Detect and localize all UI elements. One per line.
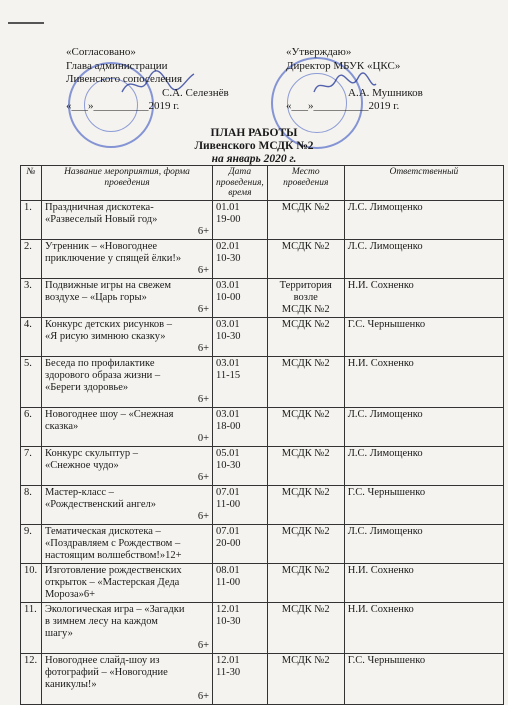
place-line: МСДК №2 (281, 603, 330, 615)
cell-place (267, 407, 344, 446)
event-name-line: Изготовление рождественских (45, 564, 182, 576)
cell-name (42, 485, 213, 524)
header-name: Название мероприятия, форма проведения (42, 166, 213, 201)
cell-num: 11. (21, 602, 42, 653)
events-table (20, 165, 504, 705)
cell-responsible: Л.С. Лимощенко (344, 239, 503, 278)
age-rating: 6+ (197, 342, 209, 354)
event-name-line: в зимнем лесу на каждом (45, 615, 158, 627)
cell-date (213, 485, 268, 524)
event-date: 07.01 (216, 525, 240, 537)
cell-date (213, 653, 268, 704)
place-line: МСДК №2 (281, 303, 330, 315)
place-line: МСДК №2 (281, 486, 330, 498)
table-row (21, 485, 504, 524)
place-line: возле (293, 291, 318, 303)
cell-num: 7. (21, 446, 42, 485)
age-rating: 6+ (197, 471, 209, 483)
cell-responsible: Л.С. Лимощенко (344, 407, 503, 446)
cell-responsible: Л.С. Лимощенко (344, 446, 503, 485)
event-name-line: «Рождественский ангел» (45, 498, 156, 510)
event-time: 11-15 (216, 369, 241, 381)
cell-num: 1. (21, 200, 42, 239)
header-date: Дата проведения, время (213, 166, 268, 201)
event-date: 12.01 (216, 654, 240, 666)
place-line: МСДК №2 (281, 201, 330, 213)
age-rating: 6+ (197, 303, 209, 315)
event-name-line: приключение у спящей ёлки!» (45, 252, 182, 264)
age-rating: 6+ (197, 510, 209, 522)
cell-date (213, 602, 268, 653)
event-date: 05.01 (216, 447, 240, 459)
table-row (21, 602, 504, 653)
event-date: 12.01 (216, 603, 240, 615)
header-num: № (21, 166, 42, 201)
table-row (21, 278, 504, 317)
cell-responsible: Н.И. Сохненко (344, 602, 503, 653)
cell-responsible: Н.И. Сохненко (344, 278, 503, 317)
cell-place (267, 485, 344, 524)
cell-name (42, 446, 213, 485)
cell-date (213, 200, 268, 239)
cell-num: 12. (21, 653, 42, 704)
event-time: 19-00 (216, 213, 241, 225)
event-name-line: шагу» (45, 627, 73, 639)
place-line: МСДК №2 (281, 240, 330, 252)
cell-responsible: Г.С. Чернышенко (344, 317, 503, 356)
event-name-line: каникулы!» (45, 678, 97, 690)
cell-date (213, 356, 268, 407)
event-name-line: «Я рисую зимнюю сказку» (45, 330, 166, 342)
cell-num: 4. (21, 317, 42, 356)
approval-block-right (286, 46, 486, 114)
title-line-2: Ливенского МСДК №2 (194, 140, 314, 152)
cell-date (213, 524, 268, 563)
event-name-line: «Снежное чудо» (45, 459, 119, 471)
event-time: 10-00 (216, 291, 241, 303)
cell-date (213, 446, 268, 485)
event-date: 02.01 (216, 240, 240, 252)
age-rating: 6+ (197, 225, 209, 237)
scan-artifact (8, 22, 44, 24)
event-name-line: фотографий – «Новогодние (45, 666, 168, 678)
event-name-line: Утренник – «Новогоднее (45, 240, 158, 252)
cell-place (267, 563, 344, 602)
event-time: 11-30 (216, 666, 241, 678)
event-date: 03.01 (216, 408, 240, 420)
cell-responsible: Г.С. Чернышенко (344, 653, 503, 704)
event-name-line: сказка» (45, 420, 79, 432)
cell-name (42, 200, 213, 239)
cell-place (267, 446, 344, 485)
cell-responsible: Н.И. Сохненко (344, 356, 503, 407)
place-line: МСДК №2 (281, 447, 330, 459)
document-title (0, 127, 508, 166)
table-row (21, 563, 504, 602)
cell-responsible: Л.С. Лимощенко (344, 200, 503, 239)
age-rating: 0+ (197, 432, 209, 444)
cell-name (42, 653, 213, 704)
event-date: 08.01 (216, 564, 240, 576)
table-row (21, 239, 504, 278)
event-name-line: настоящим волшебством!»12+ (45, 549, 182, 561)
age-rating: 6+ (197, 690, 209, 702)
approval-left-header: «Согласовано» (66, 46, 136, 58)
event-date: 03.01 (216, 279, 240, 291)
place-line: МСДК №2 (281, 408, 330, 420)
cell-num: 3. (21, 278, 42, 317)
table-row (21, 524, 504, 563)
cell-num: 2. (21, 239, 42, 278)
event-time: 11-00 (216, 576, 241, 588)
cell-responsible: Г.С. Чернышенко (344, 485, 503, 524)
cell-place (267, 239, 344, 278)
cell-num: 6. (21, 407, 42, 446)
table-row (21, 653, 504, 704)
place-line: МСДК №2 (281, 654, 330, 666)
approval-right-header: «Утверждаю» (286, 46, 352, 58)
place-line: МСДК №2 (281, 564, 330, 576)
event-name-line: открыток – «Мастерская Деда (45, 576, 180, 588)
table-row (21, 356, 504, 407)
cell-date (213, 317, 268, 356)
cell-responsible: Л.С. Лимощенко (344, 524, 503, 563)
cell-place (267, 602, 344, 653)
age-rating: 6+ (197, 264, 209, 276)
cell-name (42, 317, 213, 356)
event-name-line: Конкурс детских рисунков – (45, 318, 172, 330)
title-line-1: ПЛАН РАБОТЫ (210, 127, 298, 139)
cell-place (267, 200, 344, 239)
cell-name (42, 356, 213, 407)
event-name-line: Новогоднее слайд-шоу из (45, 654, 160, 666)
event-date: 01.01 (216, 201, 240, 213)
event-name-line: Конкурс скульптур – (45, 447, 138, 459)
event-name-line: Праздничная дискотека- (45, 201, 154, 213)
place-line: МСДК №2 (281, 525, 330, 537)
event-name-line: Подвижные игры на свежем (45, 279, 172, 291)
approval-left-position-2: Ливенского сопоселения (66, 73, 183, 85)
approval-block-left (66, 46, 276, 114)
event-name-line: здорового образа жизни – (45, 369, 161, 381)
cell-date (213, 278, 268, 317)
cell-name (42, 407, 213, 446)
cell-place (267, 653, 344, 704)
table-row (21, 200, 504, 239)
event-date: 07.01 (216, 486, 240, 498)
event-date: 03.01 (216, 318, 240, 330)
event-time: 11-00 (216, 498, 241, 510)
event-name-line: «Поздравляем с Рождеством – (45, 537, 181, 549)
event-name-line: Мороза»6+ (45, 588, 96, 600)
approval-left-date: «___»__________2019 г. (66, 100, 180, 112)
table-row (21, 446, 504, 485)
header-responsible: Ответственный (344, 166, 503, 201)
approval-right-signer: А.А. Мушников (348, 86, 423, 99)
cell-num: 8. (21, 485, 42, 524)
event-name-line: Тематическая дискотека – (45, 525, 161, 537)
cell-num: 9. (21, 524, 42, 563)
event-name-line: Мастер-класс – (45, 486, 114, 498)
event-time: 10-30 (216, 330, 241, 342)
cell-name (42, 563, 213, 602)
cell-responsible: Н.И. Сохненко (344, 563, 503, 602)
table-row (21, 407, 504, 446)
event-name-line: воздухе – «Царь горы» (45, 291, 147, 303)
approval-right-position: Директор МБУК «ЦКС» (286, 59, 401, 72)
approval-right-date: «___»__________2019 г. (286, 100, 400, 112)
table-header-row (21, 166, 504, 201)
cell-name (42, 278, 213, 317)
event-time: 20-00 (216, 537, 241, 549)
cell-name (42, 602, 213, 653)
event-time: 10-30 (216, 252, 241, 264)
event-name-line: Экологическая игра – «Загадки (45, 603, 185, 615)
cell-num: 5. (21, 356, 42, 407)
cell-name (42, 239, 213, 278)
cell-date (213, 407, 268, 446)
table-row (21, 317, 504, 356)
cell-place (267, 524, 344, 563)
header-place: Место проведения (267, 166, 344, 201)
event-name-line: Беседа по профилактике (45, 357, 155, 369)
event-name-line: «Береги здоровье» (45, 381, 129, 393)
approval-left-signer: С.А. Селезнёв (162, 86, 229, 99)
place-line: Территория (279, 279, 332, 291)
cell-name (42, 524, 213, 563)
event-name-line: «Развеселый Новый год» (45, 213, 158, 225)
approval-left-position-1: Глава администрации (66, 59, 168, 72)
cell-date (213, 239, 268, 278)
event-name-line: Новогоднее шоу – «Снежная (45, 408, 174, 420)
cell-date (213, 563, 268, 602)
cell-num: 10. (21, 563, 42, 602)
event-time: 10-30 (216, 615, 241, 627)
event-date: 03.01 (216, 357, 240, 369)
cell-place (267, 356, 344, 407)
age-rating: 6+ (197, 639, 209, 651)
place-line: МСДК №2 (281, 357, 330, 369)
cell-place (267, 278, 344, 317)
cell-place (267, 317, 344, 356)
age-rating: 6+ (197, 393, 209, 405)
place-line: МСДК №2 (281, 318, 330, 330)
title-line-3: на январь 2020 г. (211, 153, 297, 165)
event-time: 18-00 (216, 420, 241, 432)
event-time: 10-30 (216, 459, 241, 471)
